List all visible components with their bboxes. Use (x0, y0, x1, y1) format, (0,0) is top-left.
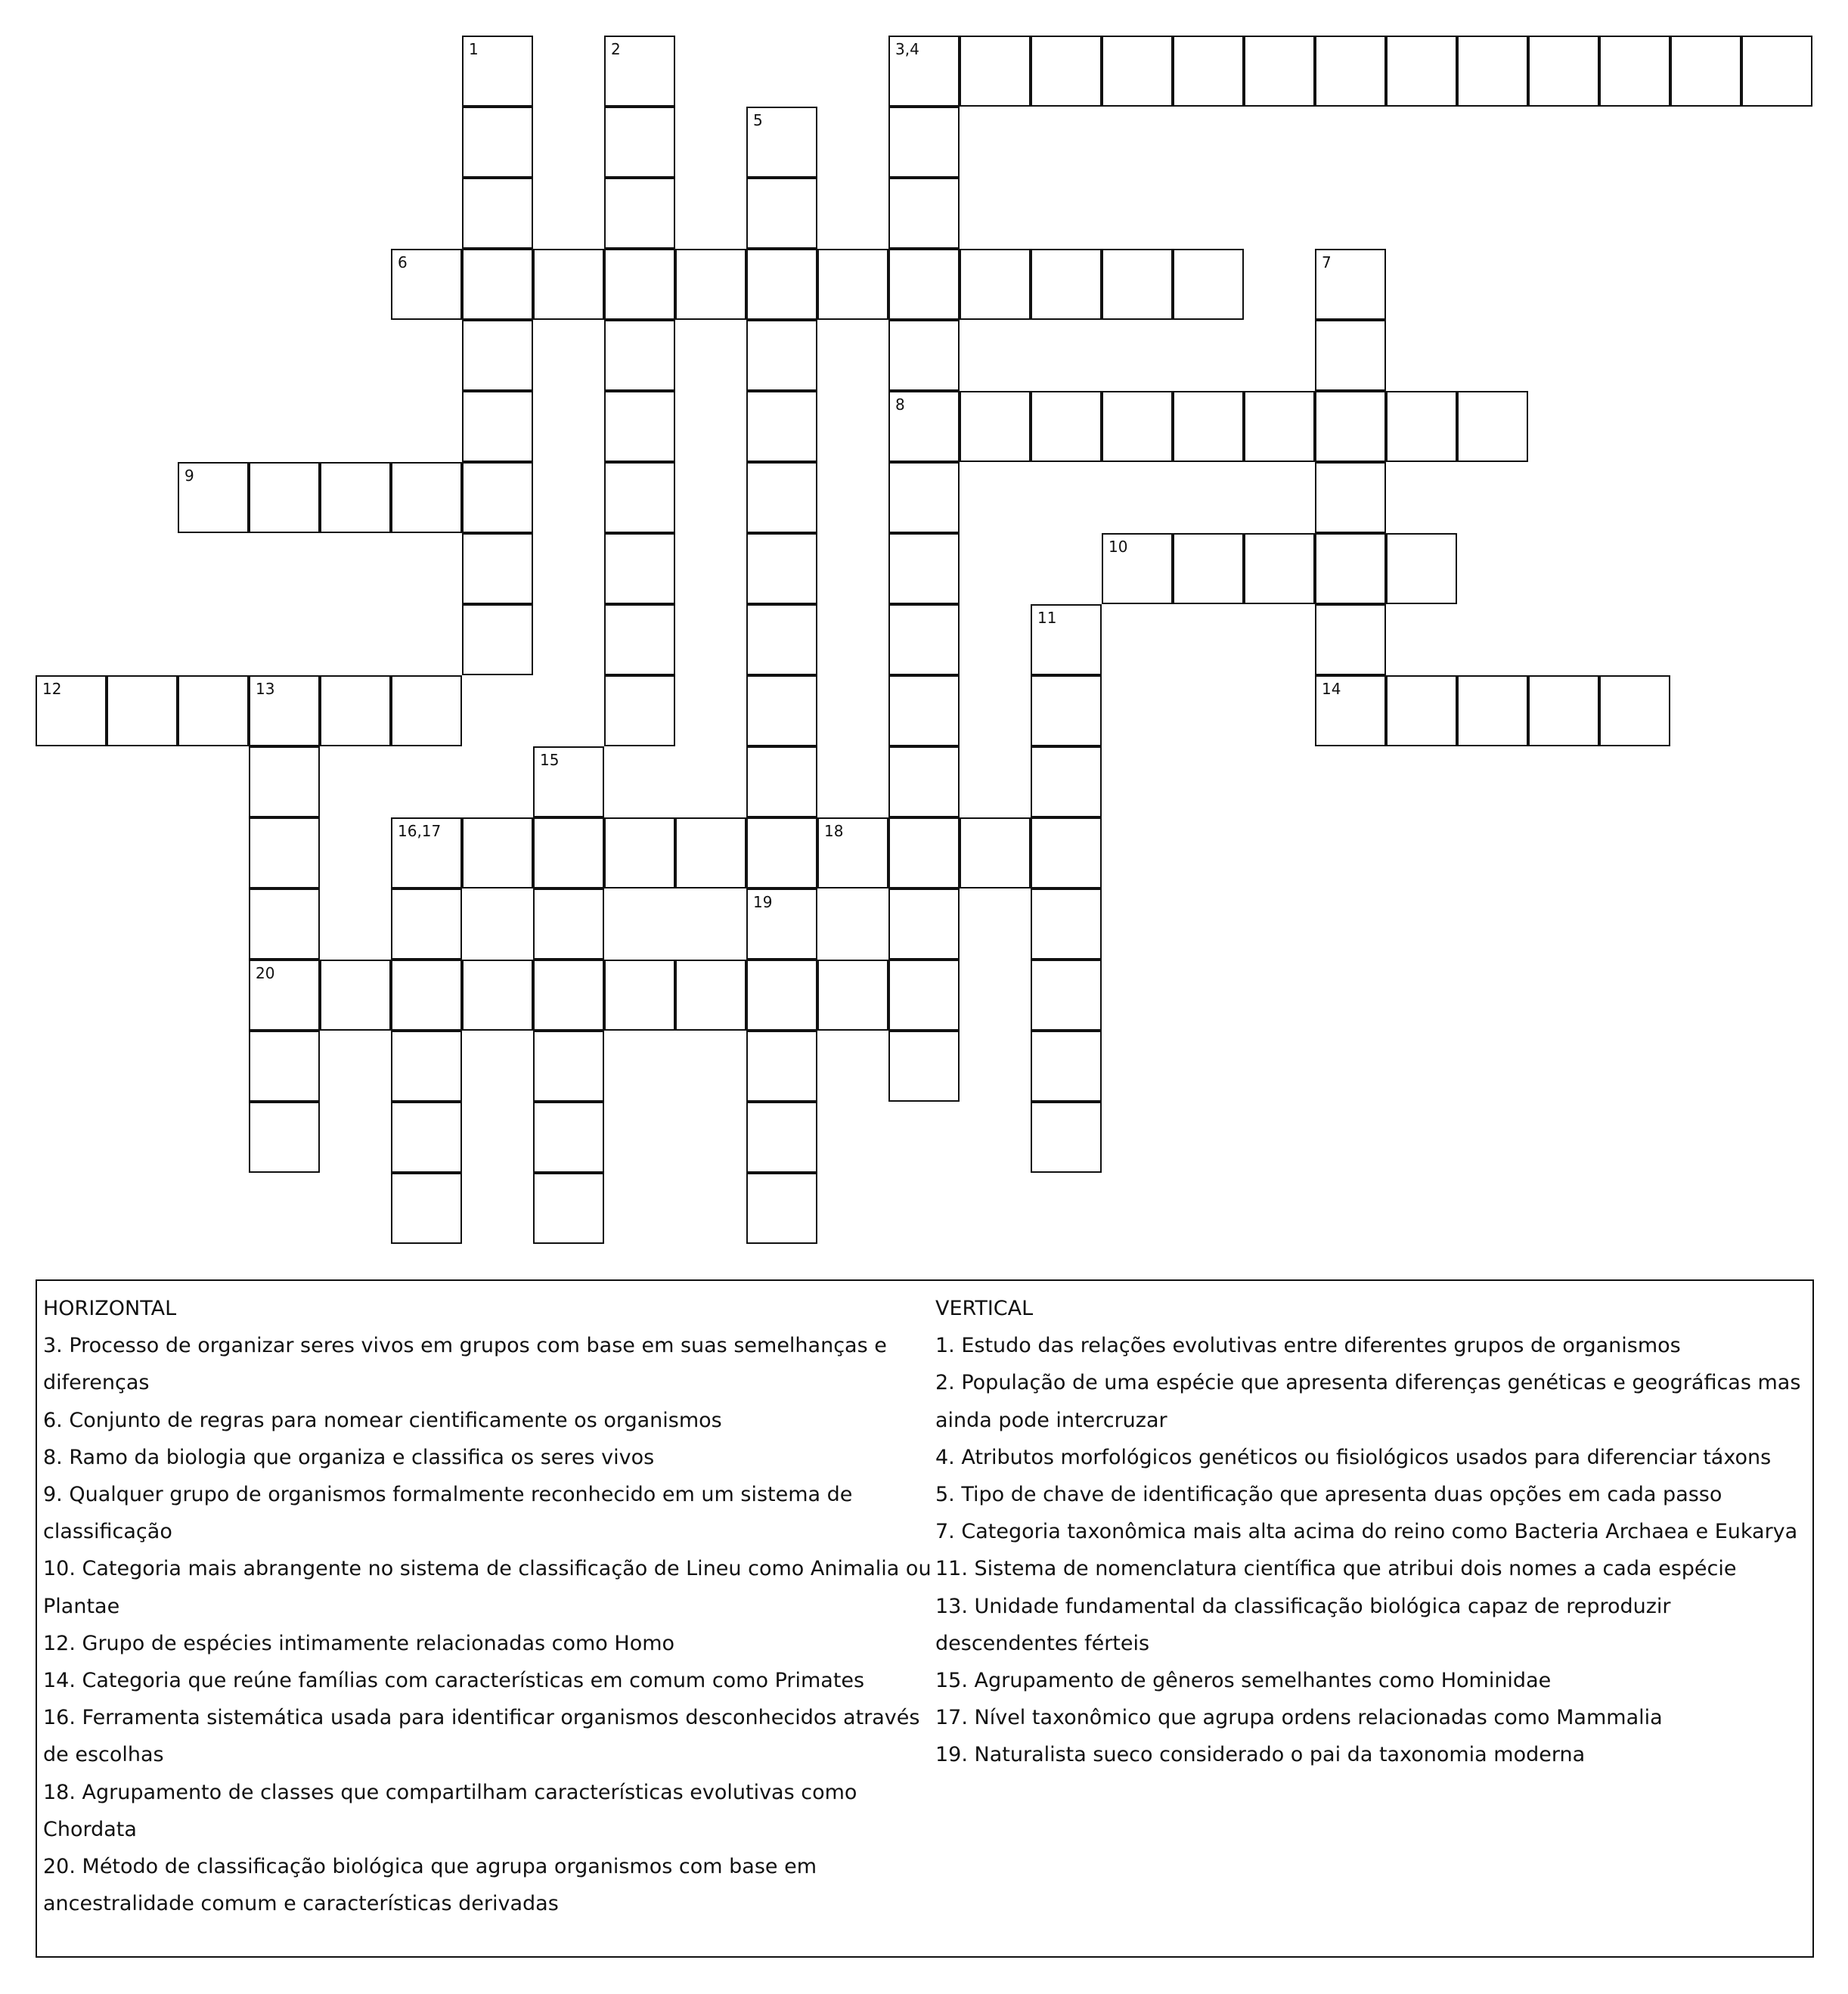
grid-cell[interactable] (391, 249, 462, 320)
grid-cell[interactable] (604, 107, 675, 178)
grid-cell[interactable] (36, 675, 107, 746)
clue-number: 3,4 (895, 40, 919, 58)
grid-cell[interactable] (604, 817, 675, 888)
grid-cell[interactable] (533, 1031, 604, 1102)
grid-cell[interactable] (1031, 746, 1102, 817)
clue-horizontal-9: 9. Qualquer grupo de organismos formalmente reconhecido em um sistema de classificação (43, 1483, 853, 1544)
grid-cell[interactable] (462, 462, 533, 533)
grid-cell[interactable] (391, 462, 462, 533)
clues-vertical (935, 1290, 1812, 1774)
grid-cell[interactable] (1315, 604, 1386, 675)
clue-horizontal-16: 16. Ferramenta sistemática usada para identificar organismos desconhecidos através de escolhas (43, 1706, 920, 1767)
grid-cell[interactable] (1386, 533, 1457, 604)
clue-horizontal-18: 18. Agrupamento de classes que compartilham características evolutivas como Chordata (43, 1780, 857, 1841)
clue-vertical-13: 13. Unidade fundamental da classificação biológica capaz de reproduzir descendentes férteis (935, 1594, 1671, 1655)
grid-cell[interactable] (1031, 249, 1102, 320)
grid-cell[interactable] (960, 391, 1031, 462)
grid-cell[interactable] (1457, 391, 1528, 462)
grid-cell[interactable] (391, 1173, 462, 1244)
clues-panel (36, 1279, 1814, 1958)
grid-cell[interactable] (249, 675, 320, 746)
grid-cell[interactable] (746, 462, 817, 533)
clue-number: 12 (42, 680, 62, 698)
grid-cell[interactable] (1102, 249, 1173, 320)
grid-cell[interactable] (249, 888, 320, 960)
grid-cell[interactable] (1386, 675, 1457, 746)
grid-cell[interactable] (604, 36, 675, 107)
grid-cell[interactable] (249, 960, 320, 1031)
clue-number: 2 (611, 40, 621, 58)
clue-vertical-17: 17. Nível taxonômico que agrupa ordens relacionadas como Mammalia (935, 1706, 1663, 1730)
grid-cell[interactable] (1741, 36, 1812, 107)
grid-cell[interactable] (1031, 888, 1102, 960)
clue-vertical-1: 1. Estudo das relações evolutivas entre diferentes grupos de organismos (935, 1334, 1681, 1358)
grid-cell[interactable] (533, 960, 604, 1031)
grid-cell[interactable] (888, 675, 960, 746)
clue-number: 9 (184, 467, 194, 485)
grid-cell[interactable] (746, 888, 817, 960)
grid-cell[interactable] (1102, 36, 1173, 107)
grid-cell[interactable] (1315, 533, 1386, 604)
grid-cell[interactable] (960, 249, 1031, 320)
grid-cell[interactable] (1244, 391, 1315, 462)
clue-horizontal-3: 3. Processo de organizar seres vivos em grupos com base em suas semelhanças e diferenças (43, 1334, 887, 1395)
grid-cell[interactable] (1599, 675, 1670, 746)
grid-cell[interactable] (604, 675, 675, 746)
grid-cell[interactable] (675, 960, 746, 1031)
grid-cell[interactable] (604, 533, 675, 604)
grid-cell[interactable] (249, 1102, 320, 1173)
grid-cell[interactable] (888, 462, 960, 533)
grid-cell[interactable] (604, 960, 675, 1031)
grid-cell[interactable] (746, 320, 817, 391)
grid-cell[interactable] (817, 817, 888, 888)
grid-cell[interactable] (746, 1031, 817, 1102)
clue-vertical-11: 11. Sistema de nomenclatura científica que atribui dois nomes a cada espécie (935, 1557, 1737, 1581)
grid-cell[interactable] (1528, 675, 1599, 746)
grid-cell[interactable] (1031, 391, 1102, 462)
clue-number: 19 (753, 893, 773, 911)
grid-cell[interactable] (1244, 36, 1315, 107)
grid-cell[interactable] (320, 960, 391, 1031)
clue-number: 18 (824, 822, 844, 840)
grid-cell[interactable] (746, 107, 817, 178)
grid-cell[interactable] (533, 817, 604, 888)
grid-cell[interactable] (888, 249, 960, 320)
grid-cell[interactable] (817, 960, 888, 1031)
clue-number: 11 (1037, 609, 1057, 627)
grid-cell[interactable] (817, 249, 888, 320)
grid-cell[interactable] (746, 817, 817, 888)
grid-cell[interactable] (746, 391, 817, 462)
grid-cell[interactable] (1031, 675, 1102, 746)
grid-cell[interactable] (533, 888, 604, 960)
clue-number: 16,17 (398, 822, 442, 840)
grid-cell[interactable] (675, 817, 746, 888)
grid-cell[interactable] (249, 817, 320, 888)
clue-vertical-5: 5. Tipo de chave de identificação que apresenta duas opções em cada passo (935, 1483, 1722, 1507)
grid-cell[interactable] (960, 36, 1031, 107)
grid-cell[interactable] (1528, 36, 1599, 107)
grid-cell[interactable] (746, 675, 817, 746)
clue-number: 6 (398, 253, 408, 271)
grid-cell[interactable] (533, 1102, 604, 1173)
grid-cell[interactable] (1457, 36, 1528, 107)
grid-cell[interactable] (462, 320, 533, 391)
grid-cell[interactable] (888, 888, 960, 960)
grid-cell[interactable] (1031, 604, 1102, 675)
grid-cell[interactable] (533, 746, 604, 817)
grid-cell[interactable] (320, 675, 391, 746)
clue-number: 10 (1108, 538, 1128, 556)
clue-horizontal-14: 14. Categoria que reúne famílias com características em comum como Primates (43, 1669, 865, 1693)
clue-vertical-19: 19. Naturalista sueco considerado o pai da taxonomia moderna (935, 1743, 1586, 1767)
grid-cell[interactable] (604, 178, 675, 249)
grid-cell[interactable] (1031, 36, 1102, 107)
clue-number: 13 (256, 680, 275, 698)
grid-cell[interactable] (462, 391, 533, 462)
clue-horizontal-10: 10. Categoria mais abrangente no sistema de classificação de Lineu como Animalia ou Plantae (43, 1557, 932, 1618)
grid-cell[interactable] (178, 675, 249, 746)
grid-cell[interactable] (888, 960, 960, 1031)
grid-cell[interactable] (888, 320, 960, 391)
clue-vertical-7: 7. Categoria taxonômica mais alta acima do reino como Bacteria Archaea e Eukarya (935, 1520, 1798, 1544)
grid-cell[interactable] (533, 1173, 604, 1244)
clue-vertical-15: 15. Agrupamento de gêneros semelhantes como Hominidae (935, 1669, 1552, 1693)
clue-horizontal-12: 12. Grupo de espécies intimamente relacionadas como Homo (43, 1631, 675, 1655)
clues-horizontal-heading: HORIZONTAL (43, 1297, 177, 1320)
clue-horizontal-6: 6. Conjunto de regras para nomear cientificamente os organismos (43, 1408, 722, 1432)
grid-cell[interactable] (391, 1102, 462, 1173)
grid-cell[interactable] (391, 1031, 462, 1102)
grid-cell[interactable] (462, 960, 533, 1031)
clue-horizontal-20: 20. Método de classificação biológica que agrupa organismos com base em ancestralidade comum e características derivadas (43, 1855, 817, 1916)
clues-vertical-heading: VERTICAL (935, 1297, 1034, 1320)
grid-cell[interactable] (888, 36, 960, 107)
grid-cell[interactable] (604, 462, 675, 533)
grid-cell[interactable] (604, 320, 675, 391)
grid-cell[interactable] (888, 817, 960, 888)
grid-cell[interactable] (1315, 249, 1386, 320)
grid-cell[interactable] (107, 675, 178, 746)
grid-cell[interactable] (1102, 391, 1173, 462)
grid-cell[interactable] (462, 107, 533, 178)
grid-cell[interactable] (888, 1031, 960, 1102)
grid-cell[interactable] (249, 746, 320, 817)
grid-cell[interactable] (1031, 1102, 1102, 1173)
grid-cell[interactable] (178, 462, 249, 533)
grid-cell[interactable] (1315, 391, 1386, 462)
grid-cell[interactable] (1457, 675, 1528, 746)
grid-cell[interactable] (746, 249, 817, 320)
grid-cell[interactable] (888, 178, 960, 249)
grid-cell[interactable] (1315, 36, 1386, 107)
grid-cell[interactable] (1173, 391, 1244, 462)
clue-vertical-2: 2. População de uma espécie que apresenta diferenças genéticas e geográficas mas ainda pode intercruzar (935, 1371, 1801, 1432)
grid-cell[interactable] (1386, 36, 1457, 107)
grid-cell[interactable] (888, 533, 960, 604)
grid-cell[interactable] (391, 675, 462, 746)
grid-cell[interactable] (1173, 249, 1244, 320)
grid-cell[interactable] (1315, 675, 1386, 746)
grid-cell[interactable] (746, 178, 817, 249)
grid-cell[interactable] (1102, 533, 1173, 604)
grid-cell[interactable] (888, 391, 960, 462)
grid-cell[interactable] (746, 533, 817, 604)
clue-number: 1 (469, 40, 479, 58)
grid-cell[interactable] (1173, 36, 1244, 107)
grid-cell[interactable] (888, 604, 960, 675)
clue-number: 20 (256, 964, 275, 982)
grid-cell[interactable] (746, 604, 817, 675)
grid-cell[interactable] (1173, 533, 1244, 604)
grid-cell[interactable] (604, 391, 675, 462)
grid-cell[interactable] (462, 178, 533, 249)
grid-cell[interactable] (462, 36, 533, 107)
clue-number: 8 (895, 395, 905, 414)
grid-cell[interactable] (249, 462, 320, 533)
clue-number: 7 (1322, 253, 1332, 271)
grid-cell[interactable] (1031, 960, 1102, 1031)
grid-cell[interactable] (888, 746, 960, 817)
clue-number: 14 (1322, 680, 1341, 698)
grid-cell[interactable] (960, 817, 1031, 888)
grid-cell[interactable] (391, 817, 462, 888)
grid-cell[interactable] (249, 1031, 320, 1102)
grid-cell[interactable] (1315, 462, 1386, 533)
grid-cell[interactable] (320, 462, 391, 533)
grid-cell[interactable] (1031, 1031, 1102, 1102)
grid-cell[interactable] (462, 249, 533, 320)
grid-cell[interactable] (533, 249, 604, 320)
grid-cell[interactable] (391, 888, 462, 960)
grid-cell[interactable] (1031, 817, 1102, 888)
clue-horizontal-8: 8. Ramo da biologia que organiza e classifica os seres vivos (43, 1445, 655, 1469)
grid-cell[interactable] (1386, 391, 1457, 462)
clues-horizontal (43, 1290, 935, 1922)
grid-cell[interactable] (1315, 320, 1386, 391)
clue-vertical-4: 4. Atributos morfológicos genéticos ou fisiológicos usados para diferenciar táxons (935, 1445, 1772, 1469)
grid-cell[interactable] (1244, 533, 1315, 604)
grid-cell[interactable] (675, 249, 746, 320)
clue-number: 15 (540, 751, 560, 769)
grid-cell[interactable] (462, 533, 533, 604)
grid-cell[interactable] (1599, 36, 1670, 107)
grid-cell[interactable] (888, 107, 960, 178)
grid-cell[interactable] (746, 746, 817, 817)
clue-number: 5 (753, 111, 763, 129)
grid-cell[interactable] (462, 604, 533, 675)
grid-cell[interactable] (604, 249, 675, 320)
grid-cell[interactable] (746, 1102, 817, 1173)
grid-cell[interactable] (391, 960, 462, 1031)
grid-cell[interactable] (462, 817, 533, 888)
grid-cell[interactable] (746, 1173, 817, 1244)
grid-cell[interactable] (1670, 36, 1741, 107)
grid-cell[interactable] (604, 604, 675, 675)
grid-cell[interactable] (746, 960, 817, 1031)
